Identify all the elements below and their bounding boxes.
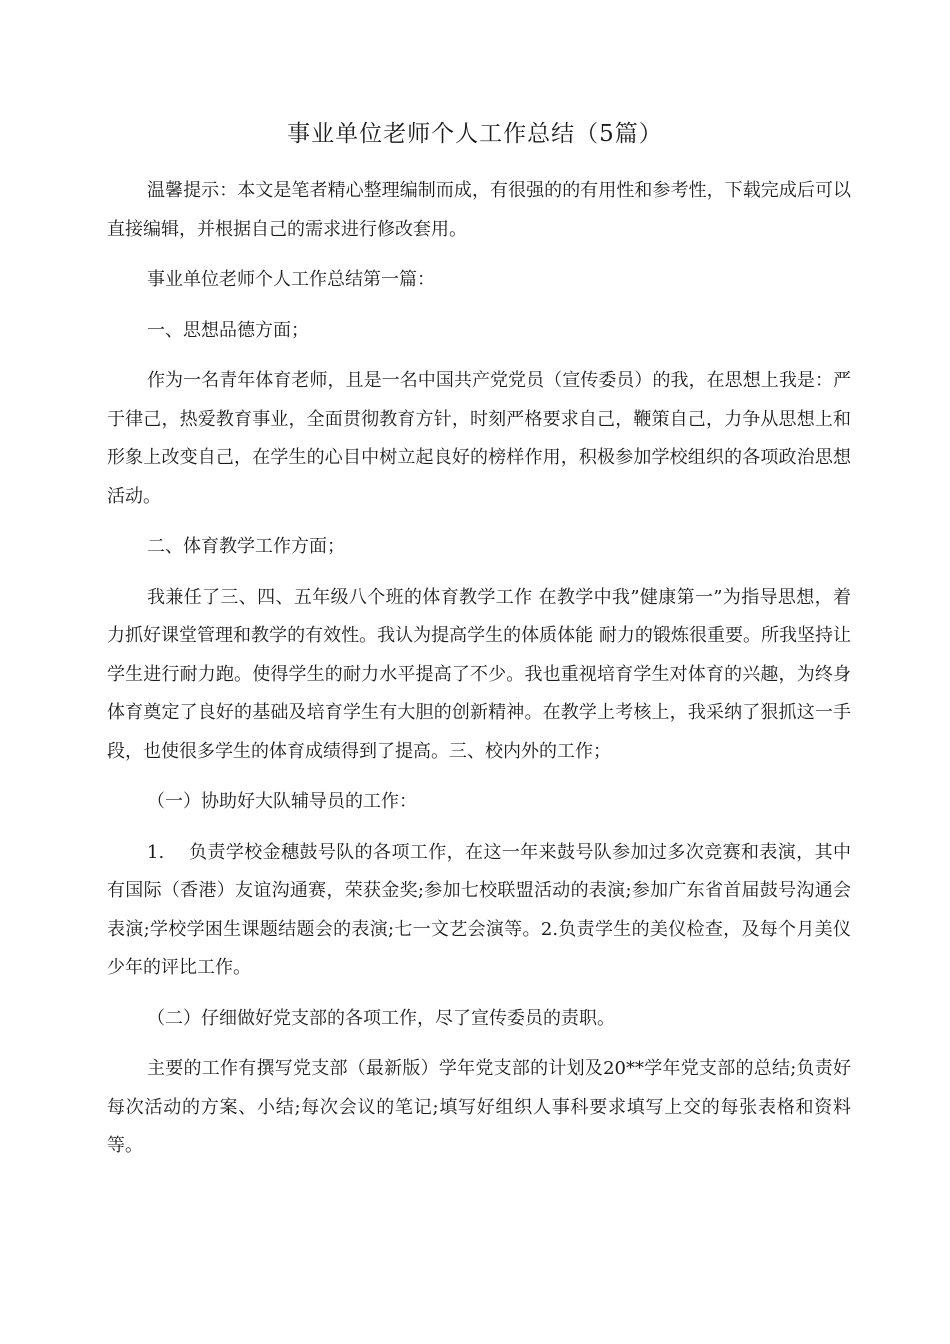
brigade-list-paragraph: 1. 负责学校金穗鼓号队的各项工作，在这一年来鼓号队参加过多次竞赛和表演，其中有国际（香港）友谊沟通赛，荣获金奖;参加七校联盟活动的表演;参加广东省首届鼓号沟通会表演;学校学困生课题结题会的表演;七一文艺会演等。2.负责学生的美仪检查，及每个月美仪少年的评比工作。	[107, 841, 851, 978]
subsection-heading-party-branch: （二）仔细做好党支部的各项工作，尽了宣传委员的责职。	[147, 1007, 615, 1029]
document-body	[107, 172, 851, 1178]
pe-teaching-paragraph: 我兼任了三、四、五年级八个班的体育教学工作 在教学中我”健康第一”为指导思想，着力抓好课堂管理和教学的有效性。我认为提高学生的体质体能 耐力的锻炼很重要。所我坚持让学生进行耐力跑。使得学生的耐力水平提高了不少。我也重视培育学生对体育的兴趣，为终身体育奠定了良好的基础及培育学生有大胆的创新精神。在教学上考核上，我采纳了狠抓这一手段，也使很多学生的体育成绩得到了提高。三、校内外的工作；	[107, 586, 851, 762]
party-branch-paragraph: 主要的工作有撰写党支部（最新版）学年党支部的计划及20**学年党支部的总结;负责好每次活动的方案、小结;每次会议的笔记;填写好组织人事科要求填写上交的每张表格和资料等。	[107, 1058, 851, 1156]
section-heading-first-article: 事业单位老师个人工作总结第一篇：	[147, 269, 435, 290]
document-title: 事业单位老师个人工作总结（5篇）	[287, 121, 663, 147]
subsection-heading-brigade: （一）协助好大队辅导员的工作：	[147, 791, 417, 812]
ideology-paragraph: 作为一名青年体育老师，且是一名中国共产党党员（宣传委员）的我，在思想上我是：严于律己，热爱教育事业，全面贯彻教育方针，时刻严格要求自己，鞭策自己，力争从思想上和形象上改变自己，在学生的心目中树立起良好的榜样作用，积极参加学校组织的各项政治思想活动。	[107, 370, 851, 507]
section-heading-pe-teaching: 二、体育教学工作方面；	[147, 536, 345, 557]
section-heading-ideology: 一、思想品德方面；	[147, 319, 309, 341]
intro-tip-paragraph: 温馨提示：本文是笔者精心整理编制而成，有很强的的有用性和参考性，下载完成后可以直接编辑，并根据自己的需求进行修改套用。	[107, 180, 851, 240]
